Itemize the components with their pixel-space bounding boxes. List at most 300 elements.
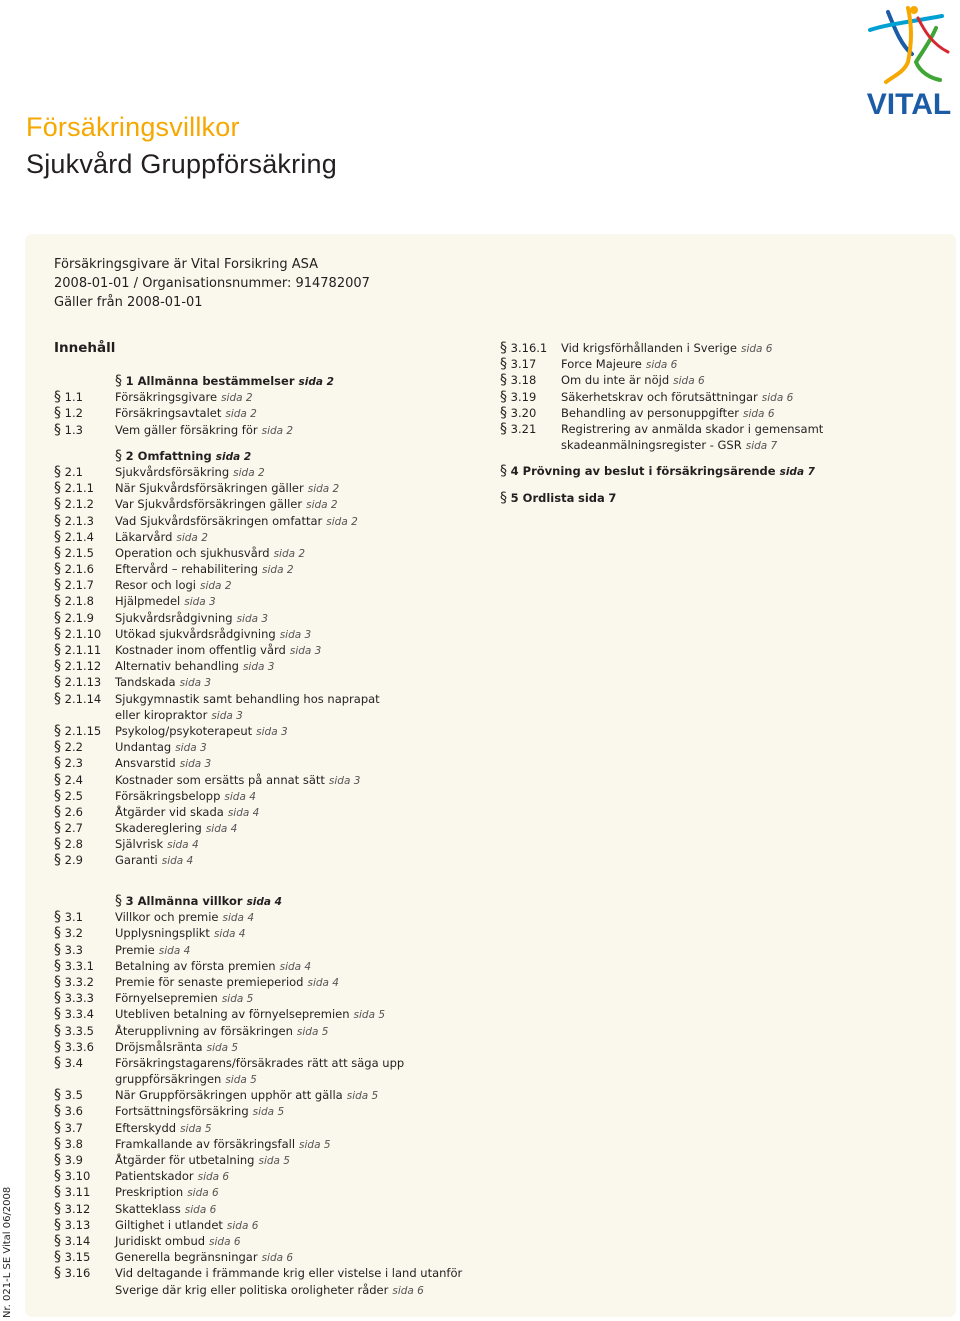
section-label: 4 Prövning av beslut i försäkringsärende bbox=[510, 464, 776, 479]
toc-item bbox=[54, 480, 474, 496]
toc-item-title: Alternativ behandling bbox=[115, 659, 239, 674]
toc-item-title: Villkor och premie bbox=[115, 910, 219, 925]
toc-item-number-text: 3.3.5 bbox=[64, 1023, 94, 1038]
toc-item-number-text: 3.3 bbox=[64, 942, 83, 957]
toc-item-title: Hjälpmedel bbox=[115, 594, 181, 609]
section-icon: § bbox=[115, 893, 122, 909]
toc-item-number bbox=[54, 788, 83, 804]
toc-item-title: Försäkringsgivare bbox=[115, 390, 218, 405]
toc-item-number bbox=[54, 942, 83, 958]
section-icon: § bbox=[54, 787, 61, 804]
section-icon: § bbox=[54, 820, 61, 837]
toc-item-text bbox=[115, 389, 253, 406]
toc-item-number bbox=[54, 610, 94, 626]
toc-item bbox=[54, 836, 474, 852]
page-ref: sida 6 bbox=[673, 375, 705, 388]
page-ref: sida 5 bbox=[221, 993, 254, 1006]
toc-item-number bbox=[54, 561, 94, 577]
section-icon: § bbox=[54, 909, 61, 926]
toc-item-number-text: 2.4 bbox=[64, 772, 83, 787]
section-icon: § bbox=[54, 512, 61, 529]
toc-item-number bbox=[54, 422, 83, 438]
page-ref: sida 6 bbox=[184, 1203, 217, 1216]
toc-item bbox=[54, 974, 484, 990]
toc-item-text bbox=[115, 1152, 290, 1169]
toc-item-text bbox=[115, 1023, 328, 1040]
toc-item-number bbox=[54, 464, 83, 480]
section-icon: § bbox=[54, 990, 61, 1007]
toc-item bbox=[54, 990, 484, 1006]
section-label: 3 Allmänna villkor bbox=[125, 894, 243, 908]
page-ref: sida 2 bbox=[233, 466, 265, 479]
toc-item-number-text: 3.3.2 bbox=[64, 974, 94, 989]
toc-item-title: När Sjukvårdsförsäkringen gäller bbox=[115, 481, 304, 496]
toc-item-number-text: 1.1 bbox=[64, 390, 83, 405]
section-icon: § bbox=[54, 463, 61, 480]
toc-item-title: Psykolog/psykoterapeut bbox=[115, 723, 253, 738]
toc-item-text bbox=[115, 593, 216, 610]
toc-item-number-text: 3.4 bbox=[64, 1055, 83, 1070]
toc-item-title-cont: skadeanmälningsregister - GSR bbox=[561, 438, 742, 453]
toc-item-text bbox=[115, 942, 190, 959]
toc-item bbox=[54, 1184, 484, 1200]
toc-item-number-text: 2.1.1 bbox=[64, 481, 94, 496]
toc-item-number bbox=[54, 1184, 90, 1200]
section-label: 5 Ordlista bbox=[510, 490, 575, 505]
toc-item-title-cont: gruppförsäkringen bbox=[115, 1072, 222, 1087]
page-ref: sida 6 bbox=[740, 343, 773, 355]
toc-item-number-text: 2.1.7 bbox=[64, 578, 94, 593]
toc-item-number bbox=[54, 974, 94, 990]
toc-item-number bbox=[54, 642, 101, 658]
toc-item-title: Giltighet i utlandet bbox=[115, 1217, 223, 1232]
toc-item bbox=[54, 1168, 484, 1184]
page-ref: sida 2 bbox=[262, 564, 294, 577]
section-icon: § bbox=[500, 340, 507, 356]
toc-item-title: Försäkringsbelopp bbox=[115, 788, 221, 803]
page-ref: sida 3 bbox=[242, 661, 275, 674]
section-icon: § bbox=[54, 755, 61, 772]
toc-item-number bbox=[54, 626, 101, 642]
page-ref: sida 2 bbox=[200, 580, 232, 593]
toc-item bbox=[500, 340, 940, 356]
page-ref: sida 2 bbox=[273, 547, 306, 560]
toc-item bbox=[54, 422, 474, 438]
section-icon: § bbox=[54, 577, 61, 594]
toc-item-number bbox=[54, 958, 94, 974]
page-ref: sida 4 bbox=[246, 896, 282, 908]
page-ref: sida 3 bbox=[279, 628, 312, 641]
section-icon: § bbox=[54, 722, 61, 739]
section-icon: § bbox=[54, 836, 61, 853]
toc-item-number bbox=[54, 1233, 90, 1249]
page-ref: sida 3 bbox=[179, 758, 212, 771]
toc-item-number bbox=[54, 1055, 83, 1071]
page-ref: sida 5 bbox=[258, 1155, 290, 1168]
toc-item-title: Preskription bbox=[115, 1185, 184, 1200]
toc-item-number bbox=[54, 1201, 90, 1217]
page-ref: sida 5 bbox=[353, 1009, 386, 1022]
page-ref: sida 6 bbox=[187, 1187, 219, 1200]
page-ref: sida 5 bbox=[180, 1122, 212, 1135]
toc-item-number-text: 3.19 bbox=[510, 389, 537, 404]
section-icon: § bbox=[500, 404, 507, 421]
toc-item-number-text: 3.5 bbox=[64, 1088, 83, 1103]
section-icon: § bbox=[54, 609, 61, 626]
toc-item-title: Juridiskt ombud bbox=[115, 1233, 206, 1248]
toc-column-left-bottom bbox=[54, 893, 484, 1298]
section-icon: § bbox=[54, 771, 61, 788]
page-ref: sida 6 bbox=[226, 1219, 259, 1232]
toc-item-text bbox=[115, 1055, 404, 1088]
toc-item-number bbox=[54, 820, 83, 836]
toc-item-number-text: 3.18 bbox=[510, 373, 537, 388]
toc-item-text bbox=[115, 642, 321, 659]
toc-item-number bbox=[54, 739, 83, 755]
toc-item-number-text: 3.15 bbox=[64, 1250, 91, 1265]
toc-item-number-text: 3.6 bbox=[64, 1104, 83, 1119]
section-icon: § bbox=[54, 690, 61, 707]
section-icon: § bbox=[54, 642, 61, 658]
section-label: 1 Allmänna bestämmelser bbox=[125, 374, 295, 388]
toc-item-text bbox=[115, 1136, 331, 1153]
toc-item-number-text: 3.12 bbox=[64, 1201, 91, 1216]
page-ref-number: 7 bbox=[608, 490, 617, 505]
section-icon: § bbox=[54, 1265, 61, 1282]
page-ref: sida 7 bbox=[745, 440, 778, 453]
toc-item-text bbox=[115, 1249, 293, 1266]
section-icon: § bbox=[54, 1232, 61, 1249]
toc-item-number-text: 2.3 bbox=[64, 756, 83, 771]
toc-item-text bbox=[115, 1184, 219, 1201]
toc-item-text bbox=[115, 925, 245, 942]
toc-item-text bbox=[115, 480, 339, 497]
toc-item-text bbox=[561, 405, 775, 422]
toc-item bbox=[54, 739, 474, 755]
insurer-line: Försäkringsgivare är Vital Forsikring ASA bbox=[54, 257, 319, 272]
page-ref: sida 3 bbox=[328, 774, 361, 787]
section-icon: § bbox=[500, 388, 507, 405]
toc-item-number-text: 3.9 bbox=[64, 1153, 83, 1168]
toc-item-title: Registrering av anmälda skador i gemensamt bbox=[561, 421, 824, 436]
page-ref: sida 4 bbox=[205, 823, 238, 836]
toc-item bbox=[54, 529, 474, 545]
section-icon: § bbox=[115, 447, 122, 464]
toc-item-text bbox=[115, 1120, 212, 1137]
toc-item-title-cont: eller kiropraktor bbox=[115, 707, 208, 722]
toc-item-number bbox=[54, 1120, 83, 1136]
toc-item-text bbox=[115, 852, 193, 869]
page-ref: sida 2 bbox=[298, 376, 334, 388]
toc-item-number bbox=[54, 723, 101, 739]
toc-item bbox=[54, 1152, 484, 1168]
toc-item bbox=[54, 1087, 484, 1103]
page-ref: sida 4 bbox=[279, 960, 312, 973]
toc-item-number-text: 2.9 bbox=[64, 853, 83, 868]
toc-item-number bbox=[54, 545, 94, 561]
toc-item-text bbox=[115, 529, 208, 546]
toc-item-text bbox=[115, 820, 237, 837]
page-ref: sida 7 bbox=[779, 466, 815, 479]
toc-item-number-text: 2.1.14 bbox=[64, 691, 102, 706]
toc-item-number bbox=[54, 593, 94, 609]
toc-item-title: Sjukvårdsförsäkring bbox=[115, 464, 230, 479]
page-ref: sida 6 bbox=[645, 359, 678, 372]
toc-item bbox=[54, 942, 484, 958]
section-icon: § bbox=[54, 1135, 61, 1152]
toc-item-title: Vid deltagande i främmande krig eller vistelse i land utanför bbox=[115, 1266, 463, 1281]
toc-item-number-text: 2.1.8 bbox=[64, 594, 94, 609]
toc-item-title: Skatteklass bbox=[115, 1201, 181, 1216]
toc-item-number-text: 3.14 bbox=[64, 1233, 91, 1248]
toc-item-number bbox=[500, 340, 547, 356]
section-icon: § bbox=[54, 544, 61, 561]
section-icon: § bbox=[54, 625, 61, 642]
toc-item-title: Kostnader som ersätts på annat sätt bbox=[115, 772, 325, 787]
toc-item-title: Tandskada bbox=[115, 675, 176, 690]
toc-item-number bbox=[54, 836, 83, 852]
toc-item-title: Generella begränsningar bbox=[115, 1250, 258, 1265]
toc-item-title: Ansvarstid bbox=[115, 756, 176, 771]
toc-item-text bbox=[115, 561, 294, 578]
toc-item-title: Vad Sjukvårdsförsäkringen omfattar bbox=[115, 513, 323, 528]
page-ref: sida 2 bbox=[306, 499, 338, 512]
toc-item bbox=[54, 610, 474, 626]
toc-item-text bbox=[115, 610, 268, 627]
toc-item-title: Försäkringstagarens/försäkrades rätt att säga upp bbox=[115, 1055, 405, 1070]
toc-item-title-cont: Sverige där krig eller politiska oroligheter råder bbox=[115, 1282, 389, 1297]
toc-item-text bbox=[115, 1087, 378, 1104]
toc-item bbox=[54, 723, 474, 739]
toc-item-number bbox=[54, 674, 101, 690]
toc-item-number bbox=[54, 925, 83, 941]
toc-item-text bbox=[115, 739, 207, 756]
section-icon: § bbox=[54, 941, 61, 958]
section-icon: § bbox=[54, 1184, 61, 1201]
toc-item-number-text: 2.1.5 bbox=[64, 545, 94, 560]
toc-item-number bbox=[54, 1039, 94, 1055]
toc-item bbox=[54, 755, 474, 771]
valid-from-line: Gäller från 2008-01-01 bbox=[54, 295, 203, 310]
toc-item bbox=[54, 545, 474, 561]
toc-item-text bbox=[115, 772, 360, 789]
toc-heading: Innehåll bbox=[54, 340, 116, 356]
page-ref: sida 3 bbox=[236, 612, 269, 625]
page-ref: sida 2 bbox=[221, 392, 253, 405]
toc-item-number-text: 3.13 bbox=[64, 1217, 91, 1232]
section-icon: § bbox=[54, 739, 61, 756]
toc-item-title: Vid krigsförhållanden i Sverige bbox=[561, 341, 737, 355]
toc-item-number-text: 2.1.10 bbox=[64, 626, 102, 641]
page-ref: sida 3 bbox=[184, 596, 216, 609]
toc-item-title: Efterskydd bbox=[115, 1120, 177, 1135]
section-icon: § bbox=[500, 463, 507, 480]
toc-item bbox=[54, 1249, 484, 1265]
toc-item-title: Behandling av personuppgifter bbox=[561, 405, 739, 420]
toc-item-title: Åtgärder för utbetalning bbox=[115, 1153, 255, 1168]
toc-item-number-text: 3.3.4 bbox=[64, 1007, 94, 1022]
toc-item-text bbox=[115, 755, 211, 772]
toc-item bbox=[54, 925, 484, 941]
toc-item-text bbox=[115, 496, 338, 513]
section-icon: § bbox=[500, 420, 507, 437]
toc-item-number-text: 2.7 bbox=[64, 821, 83, 836]
section-icon: § bbox=[115, 373, 122, 389]
document-title: Försäkringsvillkor bbox=[26, 112, 240, 142]
toc-item bbox=[54, 1217, 484, 1233]
page-ref: sida 6 bbox=[209, 1235, 241, 1248]
toc-item-title: Kostnader inom offentlig vård bbox=[115, 643, 286, 657]
section-icon: § bbox=[54, 1038, 61, 1055]
section-icon: § bbox=[54, 1119, 61, 1136]
toc-item-title: Skadereglering bbox=[115, 821, 202, 836]
toc-item-title: Dröjsmålsränta bbox=[115, 1039, 203, 1054]
toc-item-number bbox=[54, 513, 94, 529]
section-icon: § bbox=[54, 925, 61, 942]
toc-item-number-text: 3.16.1 bbox=[510, 341, 548, 355]
toc-item-number-text: 3.21 bbox=[510, 421, 537, 436]
toc-item-number-text: 3.7 bbox=[64, 1120, 83, 1135]
svg-text:VITAL: VITAL bbox=[866, 88, 952, 118]
page-ref-word: sida bbox=[577, 490, 605, 505]
toc-item-text bbox=[561, 356, 677, 373]
toc-item-number bbox=[54, 480, 94, 496]
toc-item-number-text: 2.1.6 bbox=[64, 562, 94, 577]
spacer bbox=[500, 453, 940, 463]
toc-item-number bbox=[500, 372, 536, 388]
section-icon: § bbox=[54, 421, 61, 438]
toc-item-title: Eftervård – rehabilitering bbox=[115, 562, 259, 577]
toc-item-number bbox=[54, 755, 83, 771]
toc-item-text bbox=[115, 1039, 238, 1056]
page-ref: sida 2 bbox=[176, 531, 208, 544]
toc-item-text bbox=[115, 958, 311, 975]
section-icon: § bbox=[54, 496, 61, 513]
toc-item-number bbox=[54, 1087, 83, 1103]
toc-item bbox=[54, 1023, 484, 1039]
toc-item-number-text: 2.1.12 bbox=[64, 659, 102, 674]
section-icon: § bbox=[54, 1103, 61, 1120]
toc-item bbox=[54, 852, 474, 868]
toc-item-title: Upplysningsplikt bbox=[115, 926, 210, 941]
toc-item-number-text: 2.1.4 bbox=[64, 529, 94, 544]
section-icon: § bbox=[54, 528, 61, 545]
page-ref: sida 6 bbox=[743, 407, 775, 420]
toc-item bbox=[54, 909, 484, 925]
page-ref: sida 5 bbox=[206, 1041, 239, 1054]
toc-item-text bbox=[115, 990, 253, 1007]
toc-item-title: Betalning av första premien bbox=[115, 958, 276, 973]
spacer bbox=[500, 480, 940, 490]
section-icon: § bbox=[54, 803, 61, 820]
toc-item-number bbox=[500, 405, 536, 421]
section-icon: § bbox=[54, 389, 61, 406]
toc-item-number bbox=[54, 852, 83, 868]
toc-item bbox=[54, 1265, 484, 1297]
toc-item-number bbox=[54, 1249, 90, 1265]
toc-item-text bbox=[115, 723, 288, 740]
toc-item-number bbox=[54, 1136, 83, 1152]
toc-item bbox=[54, 642, 474, 658]
toc-item bbox=[54, 464, 474, 480]
toc-item-title: Läkarvård bbox=[115, 529, 173, 544]
document-subtitle: Sjukvård Gruppförsäkring bbox=[26, 149, 337, 179]
page-ref: sida 3 bbox=[211, 709, 243, 722]
toc-item bbox=[54, 1055, 484, 1087]
toc-item bbox=[54, 405, 474, 421]
section-icon: § bbox=[54, 1054, 61, 1071]
toc-item-title: Vem gäller försäkring för bbox=[115, 422, 258, 437]
toc-item bbox=[54, 496, 474, 512]
toc-item-number bbox=[54, 1168, 90, 1184]
page-ref: sida 2 bbox=[307, 483, 340, 496]
toc-item-text bbox=[115, 1168, 229, 1185]
section-icon: § bbox=[54, 973, 61, 990]
toc-item bbox=[54, 1103, 484, 1119]
toc-item-number-text: 2.1 bbox=[64, 464, 83, 479]
section-heading bbox=[500, 463, 940, 479]
page-ref: sida 3 bbox=[289, 645, 322, 657]
page-ref: sida 6 bbox=[197, 1171, 230, 1184]
section-icon: § bbox=[54, 1168, 61, 1185]
toc-item-number-text: 3.8 bbox=[64, 1136, 83, 1151]
spacer bbox=[54, 438, 474, 448]
toc-item-number-text: 3.3.3 bbox=[64, 991, 94, 1006]
toc-item-number-text: 3.11 bbox=[64, 1185, 91, 1200]
toc-item-number-text: 2.1.3 bbox=[64, 513, 94, 528]
toc-item bbox=[500, 405, 940, 421]
page-ref: sida 2 bbox=[326, 515, 358, 528]
toc-item bbox=[54, 658, 474, 674]
toc-item-title: Undantag bbox=[115, 740, 172, 755]
page-ref: sida 2 bbox=[225, 408, 257, 421]
toc-item-title: Självrisk bbox=[115, 837, 164, 852]
toc-item-text bbox=[115, 836, 199, 853]
toc-item-number-text: 3.16 bbox=[64, 1266, 91, 1281]
toc-item-number-text: 1.3 bbox=[64, 422, 83, 437]
toc-item-title: Premie bbox=[115, 942, 155, 957]
page-ref: sida 4 bbox=[224, 790, 256, 803]
toc-item-number-text: 2.1.11 bbox=[64, 643, 102, 657]
section-heading bbox=[54, 893, 484, 909]
section-icon: § bbox=[54, 852, 61, 869]
toc-item-text bbox=[561, 421, 823, 454]
toc-item-title: Premie för senaste premieperiod bbox=[115, 974, 304, 989]
section-icon: § bbox=[54, 1022, 61, 1039]
section-heading bbox=[54, 448, 474, 464]
page-ref: sida 4 bbox=[307, 976, 339, 989]
toc-item-title: Förnyelsepremien bbox=[115, 991, 218, 1006]
section-icon: § bbox=[54, 658, 61, 675]
toc-item-number bbox=[54, 658, 101, 674]
section-icon: § bbox=[54, 1216, 61, 1233]
section-icon: § bbox=[54, 1087, 61, 1104]
toc-item bbox=[500, 372, 940, 388]
toc-item-number-text: 2.5 bbox=[64, 788, 83, 803]
toc-item bbox=[54, 1120, 484, 1136]
toc-item-text bbox=[115, 1006, 385, 1023]
toc-item-number-text: 3.10 bbox=[64, 1169, 91, 1184]
toc-item bbox=[54, 820, 474, 836]
toc-item-text bbox=[115, 658, 274, 675]
toc-item-title: Säkerhetskrav och förutsättningar bbox=[561, 389, 758, 404]
page-ref: sida 6 bbox=[761, 391, 794, 404]
toc-item-number-text: 3.20 bbox=[510, 405, 537, 420]
toc-item-text bbox=[115, 545, 305, 562]
toc-item bbox=[54, 804, 474, 820]
toc-item-title: När Gruppförsäkringen upphör att gälla bbox=[115, 1088, 343, 1103]
toc-item bbox=[54, 577, 474, 593]
